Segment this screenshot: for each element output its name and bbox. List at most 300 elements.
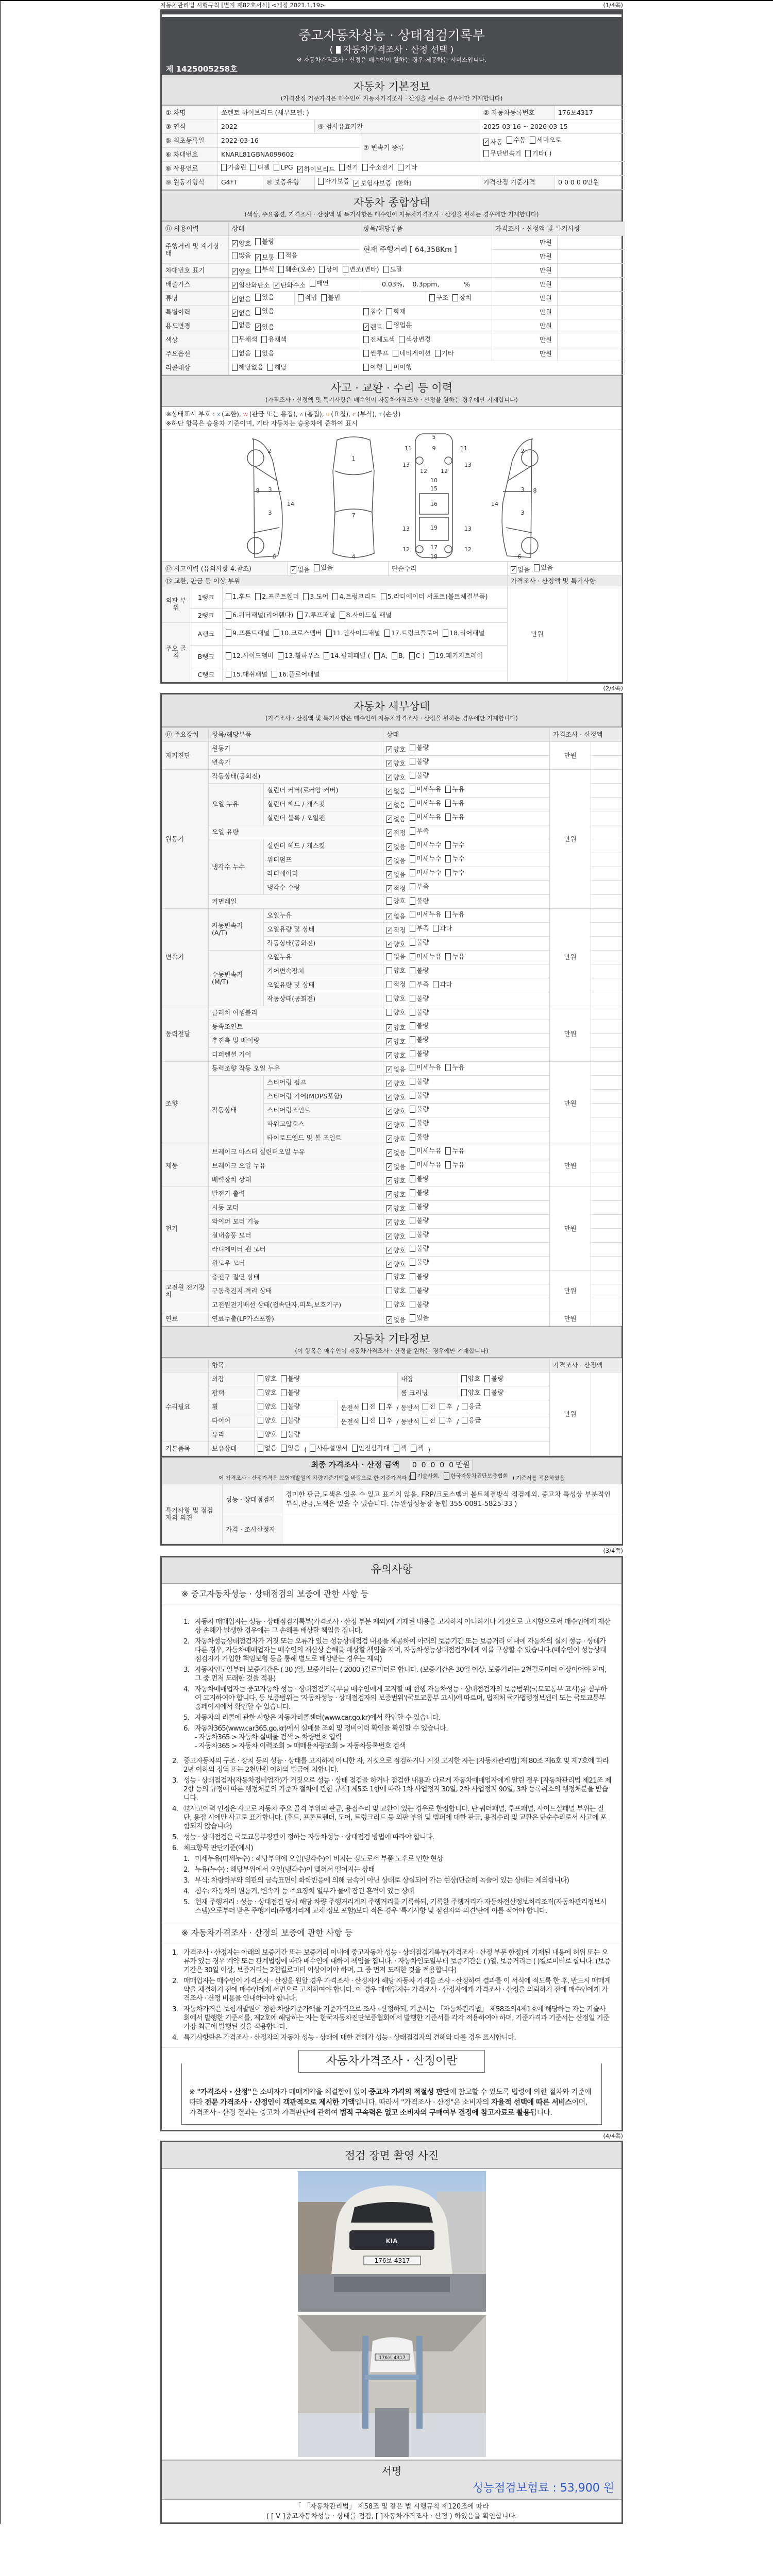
state-checks	[360, 306, 492, 319]
checkbox-양호[interactable]	[386, 941, 406, 948]
note-item	[172, 1948, 611, 1975]
checkbox-양호[interactable]	[258, 1431, 277, 1438]
checkbox-해당없음[interactable]	[232, 364, 263, 371]
checkbox-양호[interactable]	[461, 1375, 480, 1382]
checkbox-미세누유[interactable]	[410, 786, 441, 793]
checkbox-적정[interactable]	[386, 829, 406, 837]
checkbox-1.후드[interactable]	[226, 592, 251, 601]
checkbox-empty-icon	[343, 266, 348, 273]
checkbox-10.크로스멤버[interactable]	[274, 629, 322, 638]
checkbox-label: 미세누수	[416, 869, 442, 876]
checkbox-15.대쉬패널[interactable]	[226, 670, 267, 679]
confirm-line: ( [ V ]중고자동차성능 · 상태를 점검, [ ]자동차가격조사 · 산정 ) 하였음을 확인합니다.	[266, 2513, 517, 2520]
checkbox-도말[interactable]	[383, 266, 402, 273]
checkbox-응급[interactable]	[462, 1417, 481, 1424]
checkbox-있음[interactable]	[255, 324, 274, 331]
checkbox-양호[interactable]	[386, 1287, 406, 1294]
checkbox-불량[interactable]	[410, 758, 429, 765]
checkbox-checked-icon: ✓	[387, 1038, 392, 1045]
checkbox-기타[interactable]	[398, 164, 417, 171]
checkbox-후[interactable]	[379, 1417, 392, 1424]
checkbox-이행[interactable]	[363, 364, 382, 371]
checkbox-불량[interactable]	[410, 1092, 429, 1099]
checkbox-양호[interactable]	[258, 1375, 277, 1382]
checkbox-label: 불량	[416, 1119, 429, 1127]
checkbox-전[interactable]	[362, 1417, 375, 1424]
checkbox-불량[interactable]	[484, 1389, 503, 1396]
checkbox-불량[interactable]	[255, 238, 274, 245]
checkbox-불량[interactable]	[410, 1203, 429, 1210]
checkbox-checked-icon: ✓	[387, 1205, 392, 1212]
note-cell	[591, 798, 622, 811]
checkbox-전[interactable]	[423, 1417, 435, 1424]
checkbox-전체도색[interactable]	[363, 336, 395, 343]
checkbox-훼손(오손)[interactable]	[278, 266, 315, 273]
checkbox-label: 없음	[393, 871, 406, 878]
checkbox-미세누유[interactable]	[410, 1147, 441, 1155]
checkbox-empty-icon	[410, 814, 415, 821]
checkbox-label: 13.휠하우스	[284, 652, 320, 659]
checkbox-불량[interactable]	[410, 744, 429, 751]
page-1	[160, 9, 623, 684]
state-checks	[383, 978, 550, 992]
checkbox-불량[interactable]	[410, 1301, 429, 1308]
checkbox-누유[interactable]	[445, 1161, 464, 1168]
checkbox-불법[interactable]	[321, 294, 340, 301]
checkbox-없음[interactable]	[386, 953, 406, 960]
item-label: 클러치 어셈블리	[209, 1006, 383, 1020]
checkbox-누수[interactable]	[445, 855, 464, 862]
checkbox-불량[interactable]	[410, 897, 429, 905]
checkbox-label: 변조(변타)	[349, 265, 379, 273]
checkbox-불량[interactable]	[410, 1022, 429, 1029]
checkbox-label: 없음	[239, 295, 251, 303]
checkbox-영업용[interactable]	[386, 321, 412, 329]
checkbox-누유[interactable]	[445, 911, 464, 918]
checkbox-불량[interactable]	[410, 1189, 429, 1196]
checkbox-C )[interactable]	[409, 651, 425, 660]
checkbox-부족[interactable]	[410, 883, 429, 890]
text: 특기사항란은 가격조사 · 산정자의 자동차 성능 · 상태에 대한 견해가 성능 · 상태점검자의 견해와 다를 경우 표시합니다.	[183, 2033, 516, 2042]
checkbox-응급[interactable]	[462, 1403, 481, 1410]
checkbox-없음[interactable]	[386, 913, 406, 920]
appraisal-notes	[162, 1943, 621, 2047]
checkbox-불량[interactable]	[410, 1078, 429, 1085]
checkbox-후[interactable]	[379, 1403, 392, 1410]
checkbox-불량[interactable]	[410, 1036, 429, 1043]
checkbox-기타( )[interactable]	[525, 150, 551, 157]
checkbox-부족[interactable]	[410, 827, 429, 835]
note-item	[183, 1724, 611, 1751]
checkbox-불량[interactable]	[281, 1375, 300, 1382]
checkbox-없음[interactable]	[386, 1316, 406, 1324]
checkbox-해당[interactable]	[267, 364, 287, 371]
checkbox-불량[interactable]	[410, 1009, 429, 1016]
checkbox-9.프론트패널[interactable]	[226, 629, 270, 638]
checkbox-전[interactable]	[423, 1403, 435, 1410]
checkbox-일산화탄소[interactable]	[232, 282, 270, 289]
checkbox-양호[interactable]	[386, 746, 406, 753]
checkbox-양호[interactable]	[386, 1122, 406, 1129]
checkbox-있음[interactable]	[314, 564, 333, 571]
checkbox-수동[interactable]	[507, 137, 526, 144]
checkbox-양호[interactable]	[386, 1009, 406, 1016]
checkbox-empty-icon	[258, 1403, 263, 1410]
note-cell	[591, 1173, 622, 1187]
checkbox-색상변경[interactable]	[399, 336, 430, 343]
part-number-label: 15	[430, 485, 438, 492]
checkbox-매연[interactable]	[310, 280, 329, 287]
label: 주요옵션	[162, 347, 229, 361]
checkbox-후[interactable]	[440, 1417, 452, 1424]
section-subtitle: (가격조사 · 산정액 및 특기사항은 매수인이 자동차가격조사 · 산정을 원하는 경우에만 기재합니다)	[265, 396, 518, 403]
checkbox-없음[interactable]	[232, 350, 251, 357]
checkbox-안전삼각대[interactable]	[352, 1445, 390, 1452]
part-number-label: 18	[430, 553, 438, 560]
note-cell	[591, 742, 622, 756]
checkbox-없음[interactable]	[511, 566, 530, 573]
checkbox-label: 후	[446, 1402, 452, 1410]
price-unit: 만원	[492, 347, 558, 361]
checkbox-checked-icon: ✓	[387, 1080, 392, 1087]
device-group: 자기진단	[162, 742, 209, 770]
checkbox-양호[interactable]	[386, 1273, 406, 1280]
checkbox-불량[interactable]	[410, 1217, 429, 1224]
checkbox-사용설명서[interactable]	[310, 1445, 347, 1452]
checkbox-있음[interactable]	[410, 1314, 429, 1321]
note-text	[195, 1637, 611, 1664]
checkbox-불량[interactable]	[281, 1389, 300, 1396]
state-checks	[383, 1145, 550, 1159]
checkbox-없음[interactable]	[386, 1066, 406, 1073]
text: 운전석	[341, 1417, 360, 1426]
label: 휠	[209, 1400, 255, 1414]
checkbox-양호[interactable]	[258, 1389, 277, 1396]
checkbox-유채색[interactable]	[261, 336, 287, 343]
checkbox-checked-icon: ✓	[387, 941, 392, 947]
checkbox-자동[interactable]	[483, 139, 502, 146]
checkbox-불량[interactable]	[281, 1431, 300, 1438]
checkbox-양호[interactable]	[258, 1417, 277, 1424]
checkbox-양호[interactable]	[386, 1205, 406, 1212]
fuel-checks	[218, 162, 625, 176]
checkbox-누유[interactable]	[445, 786, 464, 793]
checkbox-empty-icon	[393, 350, 398, 357]
checkbox-부족[interactable]	[410, 925, 429, 932]
checkbox-있음[interactable]	[255, 350, 274, 357]
checkbox-양호[interactable]	[386, 1108, 406, 1115]
checkbox-자가보증[interactable]	[318, 178, 349, 185]
checkbox-불량[interactable]	[410, 1245, 429, 1252]
checkbox-썬루프[interactable]	[363, 350, 389, 357]
checkbox-양호[interactable]	[386, 1261, 406, 1268]
checkbox-불량[interactable]	[410, 1133, 429, 1141]
checkbox-불량[interactable]	[410, 772, 429, 779]
item-label: 오일 누유	[209, 784, 264, 825]
label: 수리필요	[162, 1372, 209, 1442]
checkbox-누유[interactable]	[445, 953, 464, 960]
checkbox-empty-icon	[386, 995, 392, 1002]
checkbox-기타[interactable]	[435, 350, 454, 357]
checkbox-잭[interactable]	[394, 1445, 407, 1452]
checkbox-양호[interactable]	[386, 967, 406, 974]
checkbox-checked-icon: ✓	[274, 282, 279, 289]
label: 기본품목	[162, 1442, 209, 1456]
checkbox-label: 양호	[393, 1107, 406, 1115]
checkbox-없음[interactable]	[232, 296, 251, 303]
checkbox-미세누유[interactable]	[410, 953, 441, 960]
checkbox-하이브리드[interactable]	[297, 166, 335, 173]
checkbox-양호[interactable]	[232, 240, 251, 247]
checkbox-미세누수[interactable]	[410, 869, 441, 876]
checkbox-label: 불량	[416, 1133, 429, 1141]
note-cell	[591, 867, 622, 881]
checkbox-양호[interactable]	[232, 268, 251, 275]
checkbox-12.사이드멤버[interactable]	[226, 651, 274, 660]
part-number-label: 13	[402, 462, 410, 468]
checkbox-label: 적정	[393, 980, 406, 988]
sub-item-label: 스티어링 펌프	[264, 1076, 383, 1090]
col-header: 가격조사 · 산정액	[550, 1359, 622, 1372]
checkbox-네비게이션[interactable]	[393, 350, 430, 357]
checkbox-6.쿼터패널(리어휀다)[interactable]	[226, 611, 293, 620]
checkbox-label: 양호	[468, 1374, 481, 1382]
checkbox-양호[interactable]	[386, 1094, 406, 1101]
checkbox-양호[interactable]	[386, 1177, 406, 1184]
sub-item-label: 오일유량 및 상태	[264, 923, 383, 937]
checkbox-전기[interactable]	[339, 164, 358, 171]
checkbox-label: 자동	[490, 138, 503, 146]
page-4	[160, 2141, 623, 2524]
checkbox-LPG[interactable]	[274, 164, 293, 171]
checkbox-label: 양호	[468, 1388, 481, 1396]
checkbox-무단변속기[interactable]	[483, 150, 521, 157]
checkbox-불량[interactable]	[281, 1403, 300, 1410]
checkbox-7.루프패널[interactable]	[297, 611, 335, 620]
checkbox-양호[interactable]	[386, 760, 406, 767]
checkbox-불량[interactable]	[410, 1259, 429, 1266]
checkbox-17.트렁크플로어[interactable]	[384, 629, 439, 638]
checkbox-적정[interactable]	[386, 927, 406, 934]
checkbox-보통[interactable]	[255, 254, 274, 261]
checkbox-13.휠하우스[interactable]	[278, 651, 320, 660]
checkbox-부족[interactable]	[410, 981, 429, 988]
checkbox-누수[interactable]	[445, 869, 464, 876]
checkbox-없음[interactable]	[258, 1445, 277, 1452]
checkbox-후[interactable]	[440, 1403, 452, 1410]
checkbox-상이[interactable]	[319, 266, 338, 273]
checkbox-누수[interactable]	[445, 841, 464, 849]
note-cell	[591, 1215, 622, 1229]
checkbox-없음[interactable]	[386, 788, 406, 795]
checkbox-누유[interactable]	[445, 1147, 464, 1155]
checkbox-불량[interactable]	[410, 939, 429, 946]
checkbox-불량[interactable]	[410, 1120, 429, 1127]
checkbox-없음[interactable]	[386, 857, 406, 865]
checkbox-있음[interactable]	[281, 1445, 300, 1452]
checkbox-과다[interactable]	[433, 925, 452, 932]
checkbox-불량[interactable]	[410, 995, 429, 1002]
checkbox-렌트[interactable]	[363, 324, 382, 331]
checkbox-8.사이드실 패널[interactable]	[340, 611, 392, 620]
checkbox-2.프론트휀더[interactable]	[255, 592, 299, 601]
checkbox-양호[interactable]	[386, 774, 406, 781]
checkbox-empty-icon	[410, 1092, 415, 1099]
checkbox-한국자동차진단보증협회[interactable]	[444, 1472, 508, 1480]
checkbox-세미오토[interactable]	[530, 137, 561, 144]
checkbox-empty-icon	[410, 758, 415, 765]
checkbox-empty-icon	[410, 855, 415, 862]
checkbox-없음[interactable]	[386, 816, 406, 823]
checkbox-미세누유[interactable]	[410, 800, 441, 807]
note-item	[183, 1887, 611, 1896]
checkbox-양호[interactable]	[386, 1301, 406, 1308]
base-price-value: 0 0 0 0 0만원	[555, 176, 625, 190]
checkbox-양호[interactable]	[386, 1080, 406, 1087]
inspection-photo-front[interactable]	[298, 2171, 486, 2312]
checkbox-empty-icon	[340, 612, 345, 619]
checkbox-양호[interactable]	[386, 1024, 406, 1031]
checkbox-구조[interactable]	[429, 294, 448, 301]
checkbox-기술사회,[interactable]	[410, 1472, 440, 1480]
checkbox-화재[interactable]	[386, 308, 406, 315]
checkbox-4.트렁크리드[interactable]	[332, 592, 376, 601]
checkbox-양호[interactable]	[461, 1389, 480, 1396]
checkbox-없음[interactable]	[232, 310, 251, 317]
item-label: 라디에이터 팬 모터	[209, 1243, 383, 1257]
checkbox-있음[interactable]	[255, 308, 274, 315]
checkbox-없음[interactable]	[232, 321, 251, 329]
checkbox-label: 3.도어	[310, 592, 329, 600]
state-checks	[383, 1090, 550, 1104]
checkbox-불량[interactable]	[410, 1287, 429, 1294]
checkbox-없음[interactable]	[386, 1163, 406, 1171]
checkbox-양호[interactable]	[386, 1247, 406, 1254]
checkbox-18.리어패널[interactable]	[443, 629, 484, 638]
checkbox-empty-icon	[339, 164, 345, 171]
state-checks	[383, 1020, 550, 1034]
checkbox-있음[interactable]	[534, 564, 553, 571]
checkbox-양호[interactable]	[386, 897, 406, 905]
checkbox-보험사보증[interactable]	[354, 180, 391, 187]
checkbox-B,[interactable]	[392, 651, 405, 660]
checkbox-3.도어[interactable]	[303, 592, 328, 601]
checkbox-미세누수[interactable]	[410, 841, 441, 849]
checkbox-양호[interactable]	[386, 1136, 406, 1143]
checkbox-불량[interactable]	[484, 1375, 503, 1382]
checkbox-불량[interactable]	[410, 967, 429, 974]
checkbox-불량[interactable]	[410, 1175, 429, 1182]
checkbox-과다[interactable]	[433, 981, 452, 988]
checkbox-양호[interactable]	[386, 1052, 406, 1059]
checkbox-empty-icon	[440, 1403, 445, 1410]
note-number: 1.	[183, 1855, 190, 1863]
checkbox-양호[interactable]	[386, 1219, 406, 1226]
checkbox-불량[interactable]	[410, 1106, 429, 1113]
checkbox-5.라디에이터 서포트(볼트체결부품)[interactable]	[381, 592, 488, 601]
note-item	[183, 1855, 611, 1863]
checkbox-양호[interactable]	[386, 1233, 406, 1240]
checkbox-미세누유[interactable]	[410, 1161, 441, 1168]
checkbox-미세누수[interactable]	[410, 855, 441, 862]
checkbox-미세누유[interactable]	[410, 1064, 441, 1071]
checkbox-양호[interactable]	[386, 1191, 406, 1198]
checkbox-탄화수소[interactable]	[274, 282, 305, 289]
checkbox-양호[interactable]	[258, 1403, 277, 1410]
checkbox-있음[interactable]	[255, 294, 274, 301]
checkbox-label: 양호	[264, 1430, 277, 1438]
note-text	[195, 1724, 448, 1751]
select-checkbox[interactable]	[336, 46, 341, 54]
checkbox-잭[interactable]	[411, 1445, 424, 1452]
checkbox-없음[interactable]	[386, 871, 406, 878]
col-header: 항목/해당부품	[209, 728, 383, 742]
checkbox-미이행[interactable]	[386, 364, 412, 371]
checkbox-디젤[interactable]	[250, 164, 270, 171]
checkbox-불량[interactable]	[410, 1273, 429, 1280]
checkbox-양호[interactable]	[386, 995, 406, 1002]
checkbox-미세누유[interactable]	[410, 911, 441, 918]
checkbox-침수[interactable]	[363, 308, 382, 315]
checkbox-미세누유[interactable]	[410, 814, 441, 821]
checkbox-empty-icon	[274, 630, 279, 637]
checkbox-A,[interactable]	[374, 651, 388, 660]
checkbox-불량[interactable]	[410, 1050, 429, 1057]
checkbox-수소전기[interactable]	[362, 164, 394, 171]
checkbox-없음[interactable]	[291, 566, 310, 573]
checkbox-누유[interactable]	[445, 1064, 464, 1071]
checkbox-적정[interactable]	[386, 981, 406, 988]
checkbox-전[interactable]	[362, 1403, 375, 1410]
checkbox-16.플로어패널[interactable]	[272, 670, 320, 679]
checkbox-양호[interactable]	[386, 1038, 406, 1045]
checkbox-부식[interactable]	[255, 266, 274, 273]
checkbox-empty-icon	[310, 280, 315, 287]
checkbox-empty-icon	[410, 1231, 415, 1238]
checkbox-14.필러패널 ([interactable]	[324, 651, 370, 660]
checkbox-변조(변타)[interactable]	[343, 266, 379, 273]
checkbox-label: 침수	[370, 307, 383, 315]
text: 현재 주행거리 : 성능 · 상태점검 당시 해당 차량 주행거리계의 주행거리를 기록하되, 기록한 주행거리가 자동차전산정보처리조직(자동차관리정보시스템)으로부터 받은 주행거리(주행거리계 교체 정보 포함)보다 적은 경우 '특기사항 및 점검자의 의견'란에 이를 적어야 합니다.	[195, 1898, 607, 1915]
checkbox-적법[interactable]	[298, 294, 317, 301]
state-checks	[229, 361, 360, 375]
checkbox-없음[interactable]	[386, 843, 406, 851]
inspection-photo-lift[interactable]	[298, 2315, 486, 2457]
checkbox-많음[interactable]	[232, 252, 251, 259]
checkbox-적정[interactable]	[386, 885, 406, 892]
checkbox-장치[interactable]	[452, 294, 472, 301]
price-unit: 만원	[550, 1187, 591, 1270]
checkbox-누유[interactable]	[445, 814, 464, 821]
signature-section	[162, 2460, 621, 2500]
checkbox-적음[interactable]	[278, 252, 297, 259]
checkbox-19.패키지트레이[interactable]	[429, 651, 483, 660]
checkbox-empty-icon	[399, 336, 405, 343]
checkbox-label: 없음	[393, 1316, 406, 1324]
box-text-segment: 은 소비자가 매매계약을 체결함에 있어	[251, 2088, 369, 2096]
checkbox-없음[interactable]	[386, 1149, 406, 1157]
checkbox-불량[interactable]	[281, 1417, 300, 1424]
checkbox-누유[interactable]	[445, 800, 464, 807]
checkbox-없음[interactable]	[386, 802, 406, 809]
checkbox-11.인사이드패널[interactable]	[326, 629, 380, 638]
checkbox-가솔린[interactable]	[221, 164, 246, 171]
checkbox-불량[interactable]	[410, 1231, 429, 1238]
checkbox-checked-icon: ✓	[354, 180, 359, 187]
checkbox-empty-icon	[386, 364, 392, 371]
checkbox-무채색[interactable]	[232, 336, 257, 343]
sub-item-label: 실린더 블록 / 오일팬	[264, 811, 383, 825]
